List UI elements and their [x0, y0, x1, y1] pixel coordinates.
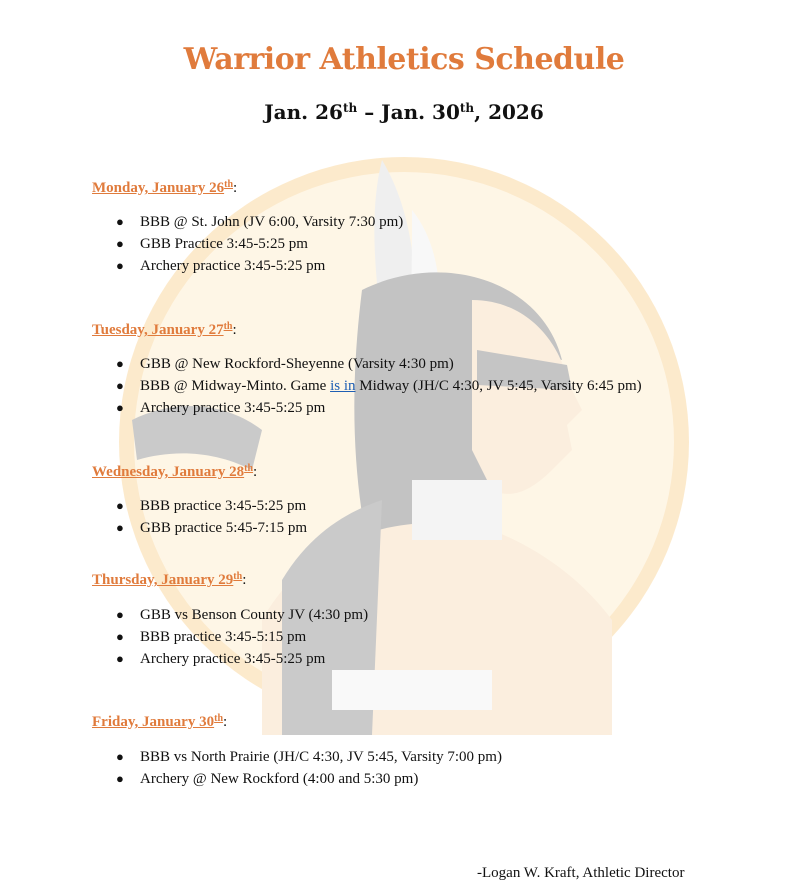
day-heading-tuesday [92, 321, 237, 339]
day-heading-label: Tuesday, January 27 [92, 322, 224, 338]
list-item [92, 375, 642, 397]
bullet-icon: ● [116, 400, 124, 415]
bullet-icon: ● [116, 378, 124, 393]
bullet-icon: ● [116, 607, 124, 622]
list-item-text: Archery practice 3:45-5:25 pm [140, 258, 326, 274]
list-item [92, 604, 368, 626]
day-items-thursday [92, 604, 368, 670]
day-heading-colon: : [253, 464, 258, 480]
day-heading-ordinal: th [223, 321, 233, 332]
list-item [92, 397, 642, 419]
day-heading-colon: : [232, 322, 237, 338]
bullet-icon: ● [116, 498, 124, 513]
list-item-text: GBB @ New Rockford-Sheyenne (Varsity 4:30 pm) [140, 356, 454, 372]
list-item-text: BBB vs North Prairie (JH/C 4:30, JV 5:45, Varsity 7:00 pm) [140, 749, 502, 765]
bullet-icon: ● [116, 258, 124, 273]
day-items-wednesday [92, 495, 307, 539]
list-item-text: BBB practice 3:45-5:15 pm [140, 629, 307, 645]
bullet-icon: ● [116, 236, 124, 251]
bullet-icon: ● [116, 356, 124, 371]
bullet-icon: ● [116, 771, 124, 786]
list-item [92, 495, 307, 517]
list-item-text: Archery @ New Rockford (4:00 and 5:30 pm) [140, 771, 419, 787]
list-item-text: BBB @ St. John (JV 6:00, Varsity 7:30 pm) [140, 214, 404, 230]
bullet-icon: ● [116, 749, 124, 764]
bullet-icon: ● [116, 520, 124, 535]
day-heading-colon: : [223, 714, 228, 730]
inline-link[interactable]: is in [330, 378, 356, 394]
day-heading-ordinal: th [214, 713, 224, 724]
day-items-monday [92, 211, 403, 277]
day-heading-colon: : [233, 180, 238, 196]
list-item [92, 211, 403, 233]
list-item [92, 648, 368, 670]
day-heading-friday [92, 713, 227, 731]
day-heading-ordinal: th [244, 463, 254, 474]
bullet-icon: ● [116, 651, 124, 666]
list-item [92, 746, 502, 768]
signature: -Logan W. Kraft, Athletic Director [477, 865, 685, 881]
date-range-end-suffix: th [459, 101, 475, 115]
day-items-tuesday [92, 353, 642, 419]
bullet-icon: ● [116, 214, 124, 229]
list-item-text: Archery practice 3:45-5:25 pm [140, 400, 326, 416]
list-item [92, 255, 403, 277]
day-heading-colon: : [242, 572, 247, 588]
list-item [92, 768, 502, 790]
day-heading-label: Thursday, January 29 [92, 572, 234, 588]
day-heading-ordinal: th [224, 179, 234, 190]
list-item-text: GBB practice 5:45-7:15 pm [140, 520, 308, 536]
list-item-text-before: BBB @ Midway-Minto. Game [140, 378, 331, 394]
date-range-start: Jan. 26 [264, 100, 343, 124]
page-title: Warrior Athletics Schedule [183, 42, 625, 77]
date-range-middle: – Jan. 30 [357, 100, 460, 124]
day-items-friday [92, 746, 502, 790]
day-heading-thursday [92, 571, 246, 589]
list-item [92, 517, 307, 539]
list-item [92, 626, 368, 648]
day-heading-label: Wednesday, January 28 [92, 464, 245, 480]
list-item-text: GBB vs Benson County JV (4:30 pm) [140, 607, 369, 623]
list-item [92, 353, 642, 375]
date-range-start-suffix: th [342, 101, 358, 115]
list-item-text: BBB practice 3:45-5:25 pm [140, 498, 307, 514]
list-item [92, 233, 403, 255]
day-heading-monday [92, 179, 237, 197]
date-range-year: , 2026 [474, 100, 544, 124]
day-heading-wednesday [92, 463, 257, 481]
day-heading-label: Friday, January 30 [92, 714, 215, 730]
list-item-text: Archery practice 3:45-5:25 pm [140, 651, 326, 667]
day-heading-ordinal: th [233, 571, 243, 582]
bullet-icon: ● [116, 629, 124, 644]
list-item-text-after: Midway (JH/C 4:30, JV 5:45, Varsity 6:45 pm) [355, 378, 642, 394]
day-heading-label: Monday, January 26 [92, 180, 225, 196]
date-range [0, 100, 808, 124]
list-item-text: GBB Practice 3:45-5:25 pm [140, 236, 308, 252]
